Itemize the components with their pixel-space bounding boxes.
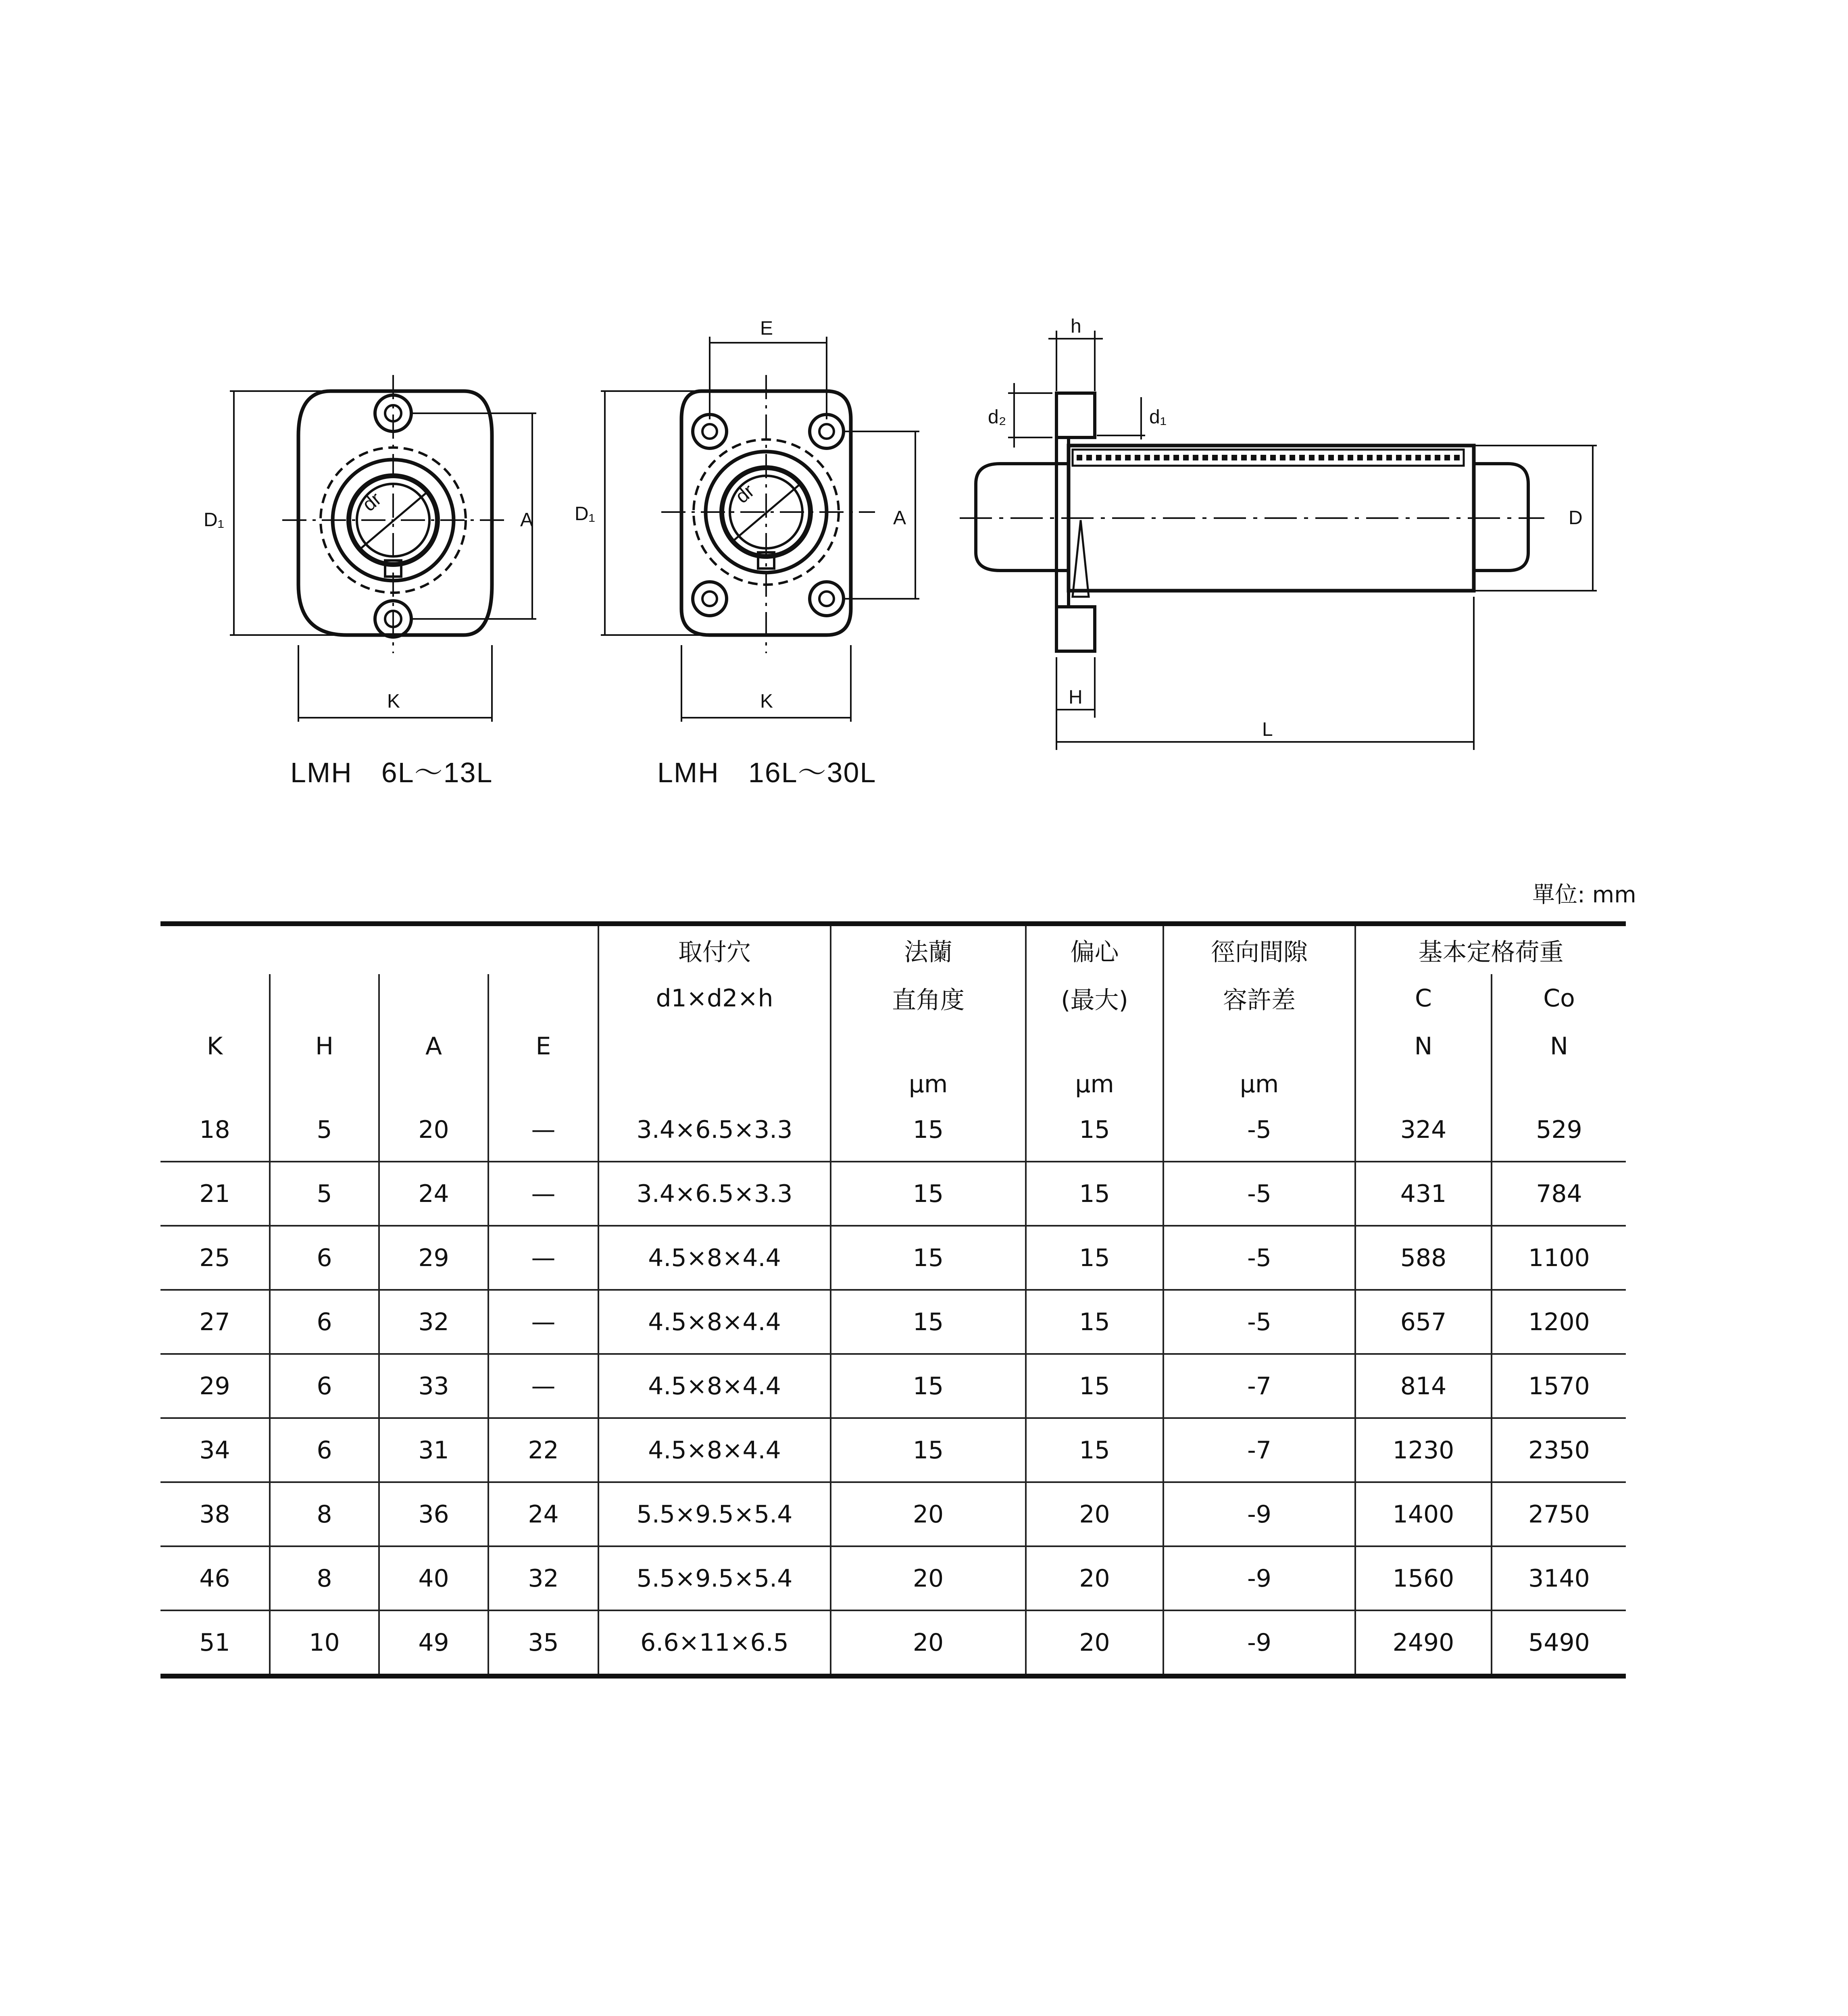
header-ecc-line1: 偏心 [1026,924,1163,974]
cell-hole: 4.5×8×4.4 [598,1418,831,1482]
cell-a: 36 [379,1482,488,1546]
cell-clearance: -7 [1163,1354,1355,1418]
cell-ecc: 15 [1026,1418,1163,1482]
header-ecc-unit: μm [1026,1070,1163,1098]
view1-label-k: K [387,691,400,712]
cell-flange: 15 [831,1098,1026,1162]
table-header [160,924,1626,1098]
cell-flange: 15 [831,1354,1026,1418]
cell-hole: 3.4×6.5×3.3 [598,1098,831,1162]
cell-co: 1100 [1492,1226,1626,1290]
header-clear-line2: 容許差 [1163,974,1355,1022]
table-row [160,1354,1626,1418]
view2-label-dr: dr [731,480,758,508]
cell-c: 1230 [1355,1418,1492,1482]
cell-e: 24 [488,1482,598,1546]
cell-e: 32 [488,1546,598,1610]
cell-c: 324 [1355,1098,1492,1162]
cell-clearance: -5 [1163,1098,1355,1162]
drawing-view-lmh-large [601,337,919,722]
header-hole-line1: 取付穴 [598,924,831,974]
header-h: H [270,1022,379,1070]
cell-flange: 15 [831,1162,1026,1226]
cell-k: 29 [160,1354,270,1418]
cell-k: 38 [160,1482,270,1546]
cell-ecc: 15 [1026,1162,1163,1226]
cell-co: 784 [1492,1162,1626,1226]
cell-ecc: 20 [1026,1482,1163,1546]
view3-label-l: L [1262,719,1273,740]
table-row [160,1162,1626,1226]
header-clear-unit: μm [1163,1070,1355,1098]
cell-ecc: 15 [1026,1098,1163,1162]
view2-label-a: A [893,507,906,529]
view1-label-a: A [520,509,533,531]
table-body [160,1098,1626,1676]
header-co: Co [1543,984,1575,1012]
cell-h: 6 [270,1418,379,1482]
cell-h: 5 [270,1098,379,1162]
cell-hole: 5.5×9.5×5.4 [598,1482,831,1546]
header-a: A [379,1022,488,1070]
cell-flange: 20 [831,1610,1026,1676]
table-row [160,1418,1626,1482]
view1-label-d1: D₁ [204,509,224,531]
cell-co: 1570 [1492,1354,1626,1418]
cell-ecc: 15 [1026,1354,1163,1418]
cell-e: — [488,1226,598,1290]
cell-clearance: -9 [1163,1610,1355,1676]
cell-ecc: 20 [1026,1610,1163,1676]
cell-c: 1400 [1355,1482,1492,1546]
cell-co: 1200 [1492,1290,1626,1354]
table-row [160,1098,1626,1162]
view2-label-d1: D₁ [575,503,595,525]
cell-clearance: -5 [1163,1162,1355,1226]
header-e: E [488,1022,598,1070]
cell-k: 18 [160,1098,270,1162]
cell-co: 529 [1492,1098,1626,1162]
header-flange-line2: 直角度 [831,974,1026,1022]
table-row [160,1610,1626,1676]
cell-h: 5 [270,1162,379,1226]
cell-hole: 4.5×8×4.4 [598,1354,831,1418]
cell-flange: 20 [831,1546,1026,1610]
view1-label-dr: dr [358,488,385,516]
cell-e: — [488,1354,598,1418]
cell-co: 3140 [1492,1546,1626,1610]
cell-e: — [488,1290,598,1354]
cell-c: 1560 [1355,1546,1492,1610]
header-c-unit: N [1355,1022,1492,1070]
cell-a: 32 [379,1290,488,1354]
cell-h: 10 [270,1610,379,1676]
view1-caption: LMH 6L～13L [290,757,493,788]
header-load-title: 基本定格荷重 [1355,924,1626,974]
cell-k: 51 [160,1610,270,1676]
cell-e: 35 [488,1610,598,1676]
cell-h: 8 [270,1482,379,1546]
cell-hole: 5.5×9.5×5.4 [598,1546,831,1610]
view2-label-e: E [760,318,773,339]
header-k: K [160,1022,270,1070]
spec-table [160,921,1626,1679]
cell-e: 22 [488,1418,598,1482]
cell-a: 49 [379,1610,488,1676]
view3-label-d-outer: D [1569,507,1583,529]
header-hole-line2: d1×d2×h [598,974,831,1022]
cell-hole: 4.5×8×4.4 [598,1290,831,1354]
cell-a: 20 [379,1098,488,1162]
cell-h: 6 [270,1290,379,1354]
cell-flange: 20 [831,1482,1026,1546]
cell-ecc: 15 [1026,1290,1163,1354]
unit-label: 單位: mm [1532,882,1636,908]
cell-a: 33 [379,1354,488,1418]
header-co-unit: N [1550,1032,1568,1060]
cell-k: 21 [160,1162,270,1226]
cell-hole: 6.6×11×6.5 [598,1610,831,1676]
cell-c: 814 [1355,1354,1492,1418]
cell-flange: 15 [831,1226,1026,1290]
cell-h: 6 [270,1226,379,1290]
table-row [160,1226,1626,1290]
cell-c: 431 [1355,1162,1492,1226]
cell-clearance: -9 [1163,1546,1355,1610]
table-row [160,1482,1626,1546]
view3-label-h-big: H [1069,687,1083,708]
cell-clearance: -5 [1163,1290,1355,1354]
drawing-view-lmh-small [230,375,536,722]
cell-a: 31 [379,1418,488,1482]
cell-clearance: -9 [1163,1482,1355,1546]
view2-caption: LMH 16L～30L [657,757,877,788]
cell-k: 27 [160,1290,270,1354]
header-c: C [1355,974,1492,1022]
header-flange-line1: 法蘭 [831,924,1026,974]
view2-label-k: K [760,691,773,712]
header-clear-line1: 徑向間隙 [1163,924,1355,974]
cell-hole: 4.5×8×4.4 [598,1226,831,1290]
cell-co: 2750 [1492,1482,1626,1546]
cell-k: 46 [160,1546,270,1610]
cell-clearance: -5 [1163,1226,1355,1290]
cell-c: 588 [1355,1226,1492,1290]
cell-c: 657 [1355,1290,1492,1354]
cell-k: 25 [160,1226,270,1290]
cell-clearance: -7 [1163,1418,1355,1482]
table-row [160,1290,1626,1354]
drawing-view-side [960,331,1597,750]
cell-co: 5490 [1492,1610,1626,1676]
cell-co: 2350 [1492,1418,1626,1482]
cell-hole: 3.4×6.5×3.3 [598,1162,831,1226]
cell-h: 8 [270,1546,379,1610]
cell-a: 29 [379,1226,488,1290]
cell-flange: 15 [831,1290,1026,1354]
cell-ecc: 20 [1026,1546,1163,1610]
cell-c: 2490 [1355,1610,1492,1676]
view3-label-h-small: h [1071,316,1081,337]
cell-a: 24 [379,1162,488,1226]
cell-k: 34 [160,1418,270,1482]
cell-flange: 15 [831,1418,1026,1482]
view3-label-d1: d₁ [1149,406,1167,428]
cell-e: — [488,1162,598,1226]
cell-e: — [488,1098,598,1162]
view3-label-d2: d₂ [988,406,1006,428]
table-row [160,1546,1626,1610]
cell-h: 6 [270,1354,379,1418]
cell-a: 40 [379,1546,488,1610]
header-ecc-line2: (最大) [1026,974,1163,1022]
header-flange-unit: μm [831,1070,1026,1098]
cell-ecc: 15 [1026,1226,1163,1290]
technical-drawings [0,0,1848,806]
